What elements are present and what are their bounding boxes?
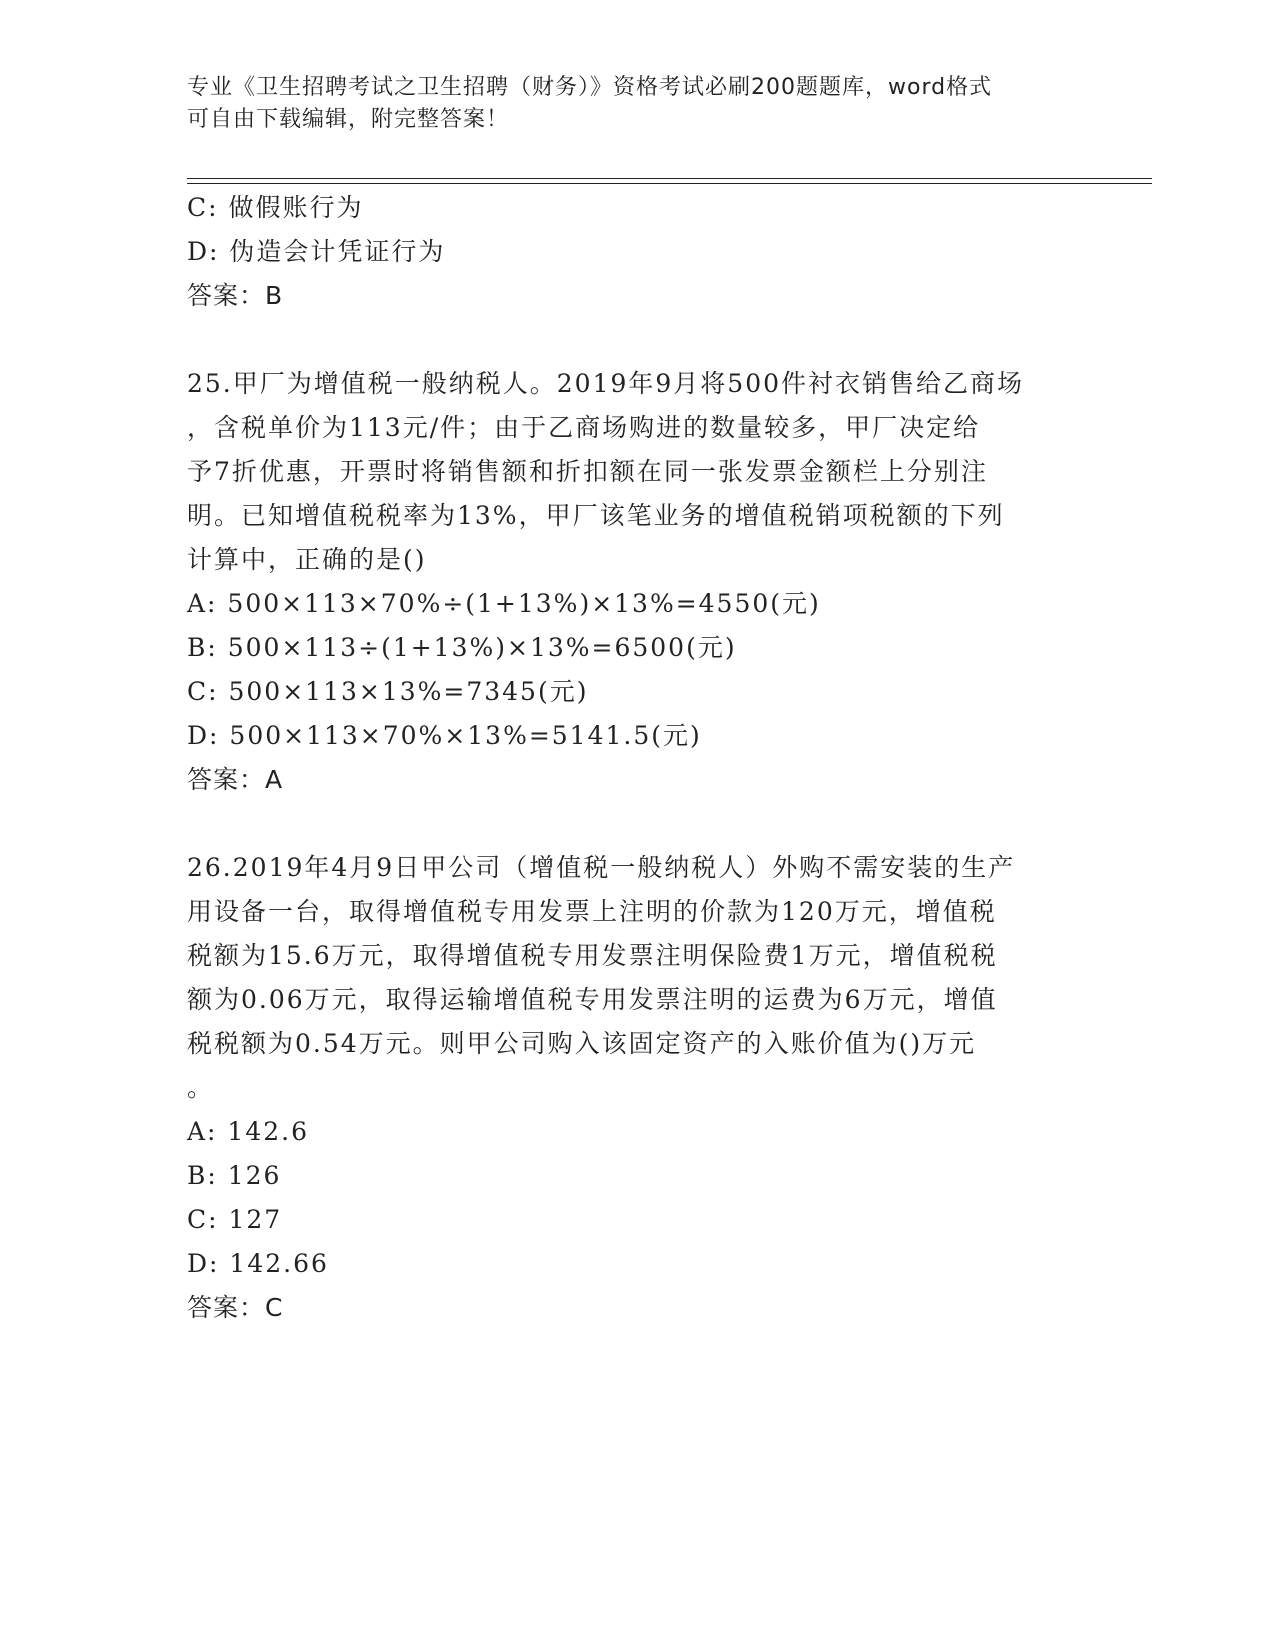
q26-text-line: 。 xyxy=(187,1073,215,1102)
header-divider-top xyxy=(187,178,1152,179)
q25-option-c: C: 500×113×13%=7345(元) xyxy=(187,677,589,706)
q24-option-c: C: 做假账行为 xyxy=(187,193,364,222)
document-header xyxy=(187,72,1067,136)
q25-text-line: 计算中，正确的是() xyxy=(187,545,427,574)
q25-text-line: 予7折优惠，开票时将销售额和折扣额在同一张发票金额栏上分别注 xyxy=(187,457,988,486)
q26-option-c: C: 127 xyxy=(187,1205,283,1234)
q26-text-line: 用设备一台，取得增值税专用发票上注明的价款为120万元，增值税 xyxy=(187,897,997,926)
q25-option-a: A: 500×113×70%÷(1+13%)×13%=4550(元) xyxy=(187,589,821,618)
header-line-2: 可自由下载编辑，附完整答案！ xyxy=(187,107,510,132)
q25-text-line: ，含税单价为113元/件；由于乙商场购进的数量较多，甲厂决定给 xyxy=(187,413,981,442)
q26-answer: 答案：C xyxy=(187,1293,284,1322)
q26-text-line: 额为0.06万元，取得运输增值税专用发票注明的运费为6万元，增值 xyxy=(187,985,998,1014)
q25-text-line: 明。已知增值税税率为13%，甲厂该笔业务的增值税销项税额的下列 xyxy=(187,501,1005,530)
q25-answer: 答案：A xyxy=(187,765,284,794)
q24-option-d: D: 伪造会计凭证行为 xyxy=(187,237,446,266)
q26-option-a: A: 142.6 xyxy=(187,1117,309,1146)
q26-option-b: B: 126 xyxy=(187,1161,282,1190)
q26-option-d: D: 142.66 xyxy=(187,1249,329,1278)
q26-text-line: 税额为15.6万元，取得增值税专用发票注明保险费1万元，增值税税 xyxy=(187,941,998,970)
header-line-1: 专业《卫生招聘考试之卫生招聘（财务）》资格考试必刷200题题库，word格式 xyxy=(187,75,993,100)
q25-option-b: B: 500×113÷(1+13%)×13%=6500(元) xyxy=(187,633,737,662)
q25-text-line: 25.甲厂为增值税一般纳税人。2019年9月将500件衬衣销售给乙商场 xyxy=(187,369,1025,398)
q26-text-line: 26.2019年4月9日甲公司（增值税一般纳税人）外购不需安装的生产 xyxy=(187,853,1016,882)
header-divider-bottom xyxy=(187,183,1152,184)
q25-option-d: D: 500×113×70%×13%=5141.5(元) xyxy=(187,721,702,750)
q26-text-line: 税税额为0.54万元。则甲公司购入该固定资产的入账价值为()万元 xyxy=(187,1029,977,1058)
q24-answer: 答案：B xyxy=(187,281,284,310)
